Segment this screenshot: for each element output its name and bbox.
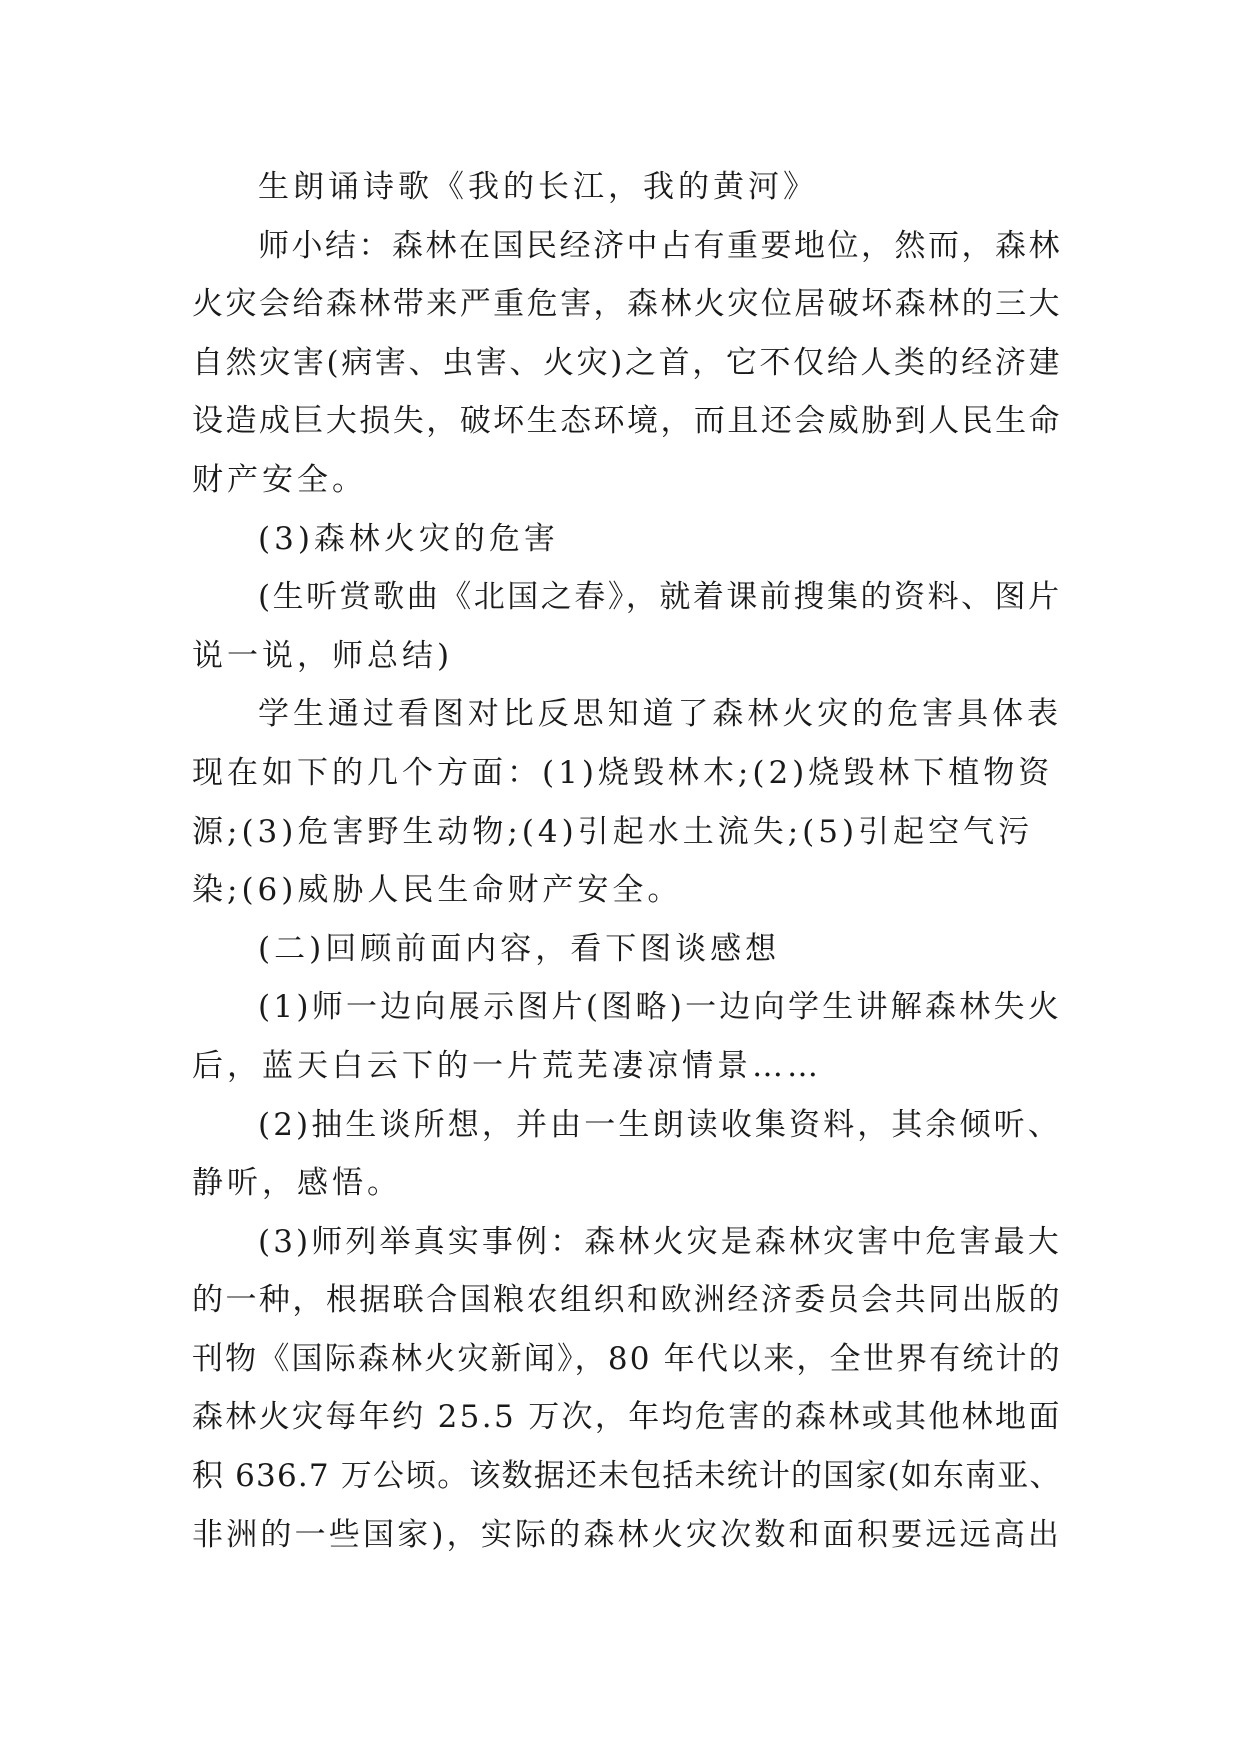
text-line: 财产安全。 xyxy=(192,461,367,498)
text-line: 师小结：森林在国民经济中占有重要地位，然而，森林 xyxy=(258,227,1062,264)
text-line: 说一说，师总结) xyxy=(192,637,454,674)
text-line: 积 636.7 万公顷。该数据还未包括未统计的国家(如东南亚、 xyxy=(192,1458,1062,1495)
text-line: 现在如下的几个方面：(1)烧毁林木;(2)烧毁林下植物资 xyxy=(192,754,1054,791)
text-line: 刊物《国际森林火灾新闻》，80 年代以来，全世界有统计的 xyxy=(192,1340,1062,1377)
text-line: 学生通过看图对比反思知道了森林火灾的危害具体表 xyxy=(258,696,1062,733)
text-line: (3)师列举真实事例：森林火灾是森林灾害中危害最大 xyxy=(258,1223,1062,1260)
text-line: 自然灾害(病害、虫害、火灾)之首，它不仅给人类的经济建 xyxy=(192,344,1063,381)
text-line: 非洲的一些国家)，实际的森林火灾次数和面积要远远高出 xyxy=(192,1516,1063,1553)
text-line: (1)师一边向展示图片(图略)一边向学生讲解森林失火 xyxy=(258,989,1063,1026)
text-line: (2)抽生谈所想，并由一生朗读收集资料，其余倾听、 xyxy=(258,1106,1062,1143)
text-line: (二)回顾前面内容，看下图谈感想 xyxy=(258,930,781,967)
text-line: 森林火灾每年约 25.5 万次，年均危害的森林或其他林地面 xyxy=(192,1399,1062,1436)
text-line: 设造成巨大损失，破坏生态环境，而且还会威胁到人民生命 xyxy=(192,403,1062,440)
text-line: 火灾会给森林带来严重危害，森林火灾位居破坏森林的三大 xyxy=(192,286,1062,323)
text-line: 后，蓝天白云下的一片荒芜凄凉情景…… xyxy=(192,1047,822,1084)
text-line: (生听赏歌曲《北国之春》，就着课前搜集的资料、图片 xyxy=(258,579,1062,616)
text-line: 染;(6)威胁人民生命财产安全。 xyxy=(192,872,683,909)
text-line: (3)森林火灾的危害 xyxy=(258,520,559,557)
text-line: 静听，感悟。 xyxy=(192,1165,402,1202)
text-line: 生朗诵诗歌《我的长江，我的黄河》 xyxy=(258,169,818,205)
text-line: 的一种，根据联合国粮农组织和欧洲经济委员会共同出版的 xyxy=(192,1282,1062,1319)
text-line: 源;(3)危害野生动物;(4)引起水土流失;(5)引起空气污 xyxy=(192,813,1034,850)
document-body xyxy=(192,158,1062,1564)
